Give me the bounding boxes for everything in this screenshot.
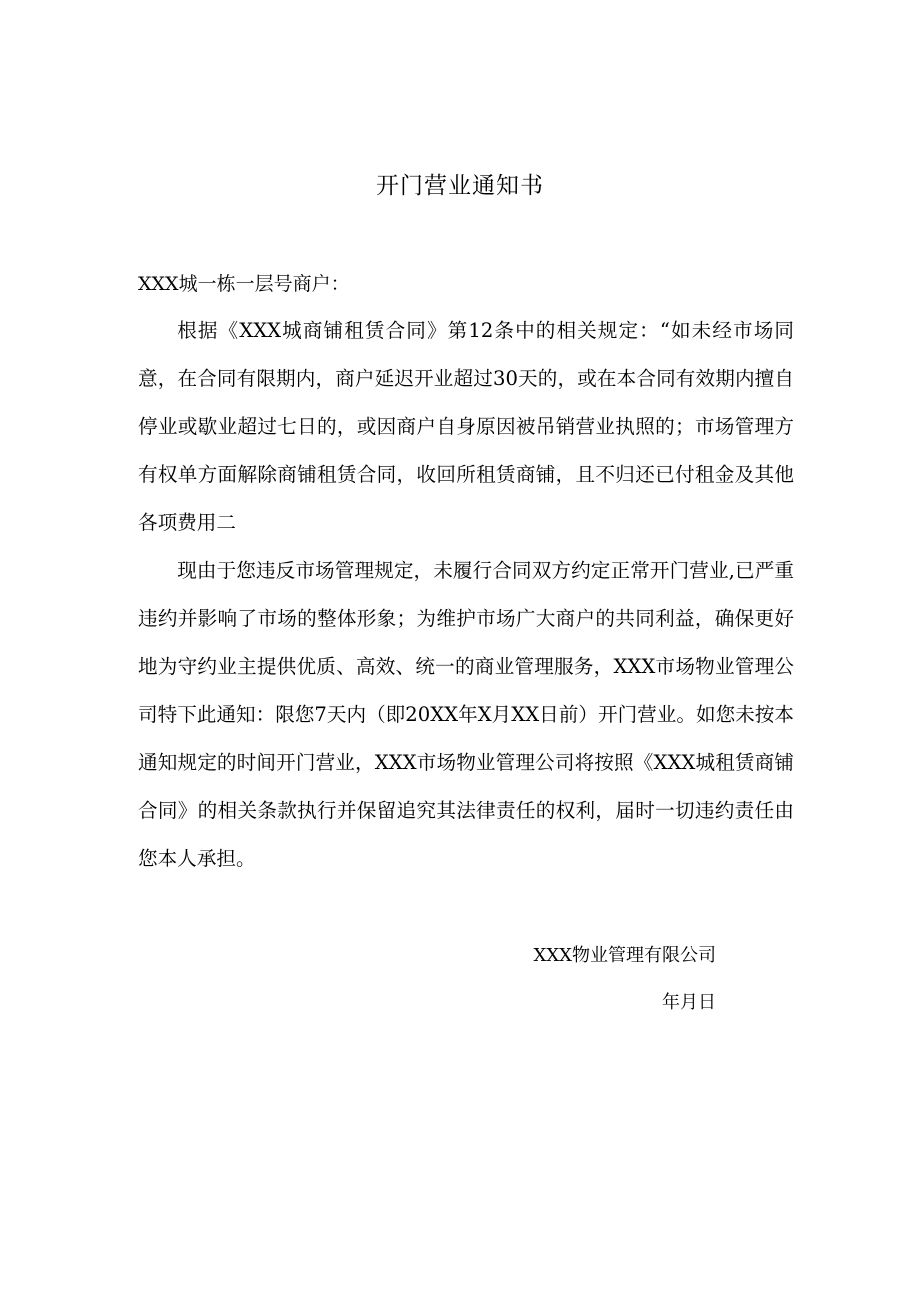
body-paragraph-2: 现由于您违反市场管理规定，未履行合同双方约定正常开门营业,已严重违约并影响了市场的整体形象；为维护市场广大商户的共同利益，确保更好地为守约业主提供优质、高效、统一的商业管理服务，XXX市场物业管理公司特下此通知：限您7天内（即20XX年X月XX日前）开门营业。如您未按本通知规定的时间开门营业，XXX市场物业管理公司将按照《XXX城租赁商铺合同》的相关条款执行并保留追究其法律责任的权利，届时一切违约责任由您本人承担。 bbox=[138, 559, 794, 870]
salutation: XXX城一栋一层号商户： bbox=[138, 273, 350, 295]
signature-company: XXX物业管理有限公司 bbox=[533, 945, 716, 966]
document-title: 开门营业通知书 bbox=[376, 173, 544, 199]
body-paragraph-1: 根据《XXX城商铺租赁合同》第12条中的相关规定：“如未经市场同意，在合同有限期内，商户延迟开业超过30天的，或在本合同有效期内擅自停业或歇业超过七日的，或因商户自身原因被吊销营业执照的；市场管理方有权单方面解除商铺租赁合同，收回所租赁商铺，且不归还已付租金及其他各项费用二 bbox=[138, 319, 794, 534]
signature-date: 年月日 bbox=[662, 992, 716, 1013]
